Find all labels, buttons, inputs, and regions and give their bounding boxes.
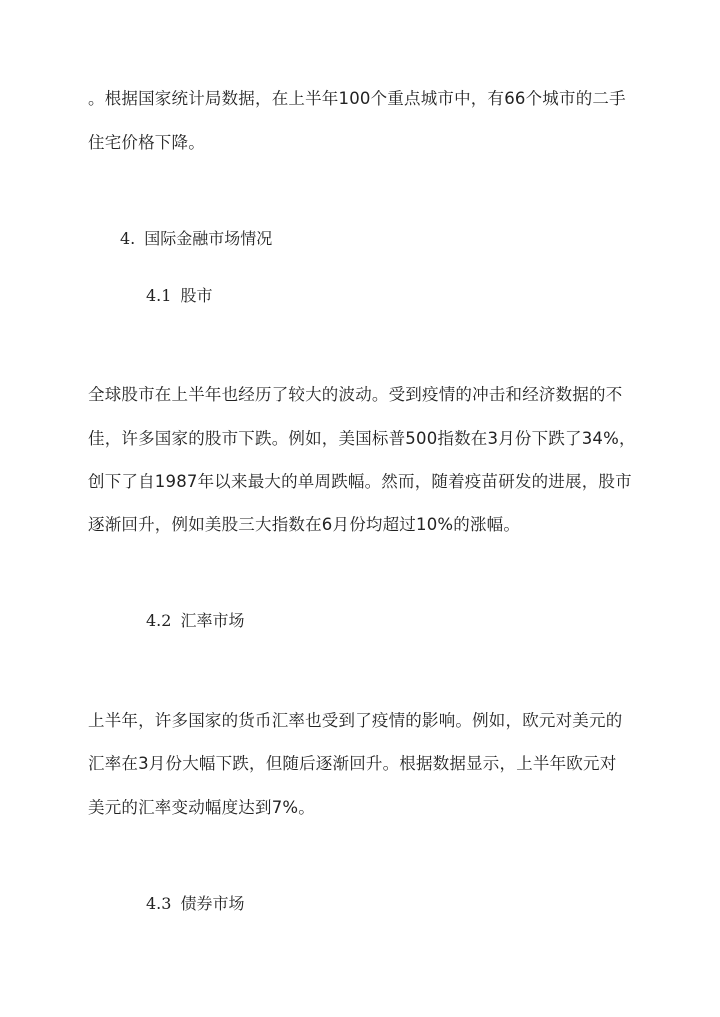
section-4-1-title: 股市 <box>180 286 213 305</box>
intro-line-1: 。根据国家统计局数据，在上半年100个重点城市中，有66个城市的二手 <box>88 89 626 108</box>
section-4-2-title: 汇率市场 <box>180 611 245 630</box>
stock-line-3: 创下了自1987年以来最大的单周跌幅。然而，随着疫苗研发的进展，股市 <box>88 472 632 491</box>
section-4-number: 4. <box>120 229 136 248</box>
section-4-1-heading <box>146 285 212 307</box>
fx-line-1: 上半年，许多国家的货币汇率也受到了疫情的影响。例如，欧元对美元的 <box>88 711 623 730</box>
section-4-2-heading <box>146 610 244 632</box>
section-4-1-number: 4.1 <box>146 286 172 305</box>
section-4-3-heading <box>146 893 244 915</box>
section-4-title: 国际金融市场情况 <box>144 229 273 248</box>
section-4-heading <box>120 228 272 250</box>
intro-line-2: 住宅价格下降。 <box>88 133 205 152</box>
section-4-3-number: 4.3 <box>146 894 172 913</box>
fx-line-2: 汇率在3月份大幅下跌，但随后逐渐回升。根据数据显示，上半年欧元对 <box>88 754 617 773</box>
section-4-2-number: 4.2 <box>146 611 172 630</box>
stock-line-4: 逐渐回升，例如美股三大指数在6月份均超过10%的涨幅。 <box>88 515 521 534</box>
fx-line-3: 美元的汇率变动幅度达到7%。 <box>88 798 315 817</box>
stock-line-2: 佳，许多国家的股市下跌。例如，美国标普500指数在3月份下跌了34%， <box>88 429 636 448</box>
section-4-3-title: 债券市场 <box>180 894 245 913</box>
stock-line-1: 全球股市在上半年也经历了较大的波动。受到疫情的冲击和经济数据的不 <box>88 385 623 404</box>
